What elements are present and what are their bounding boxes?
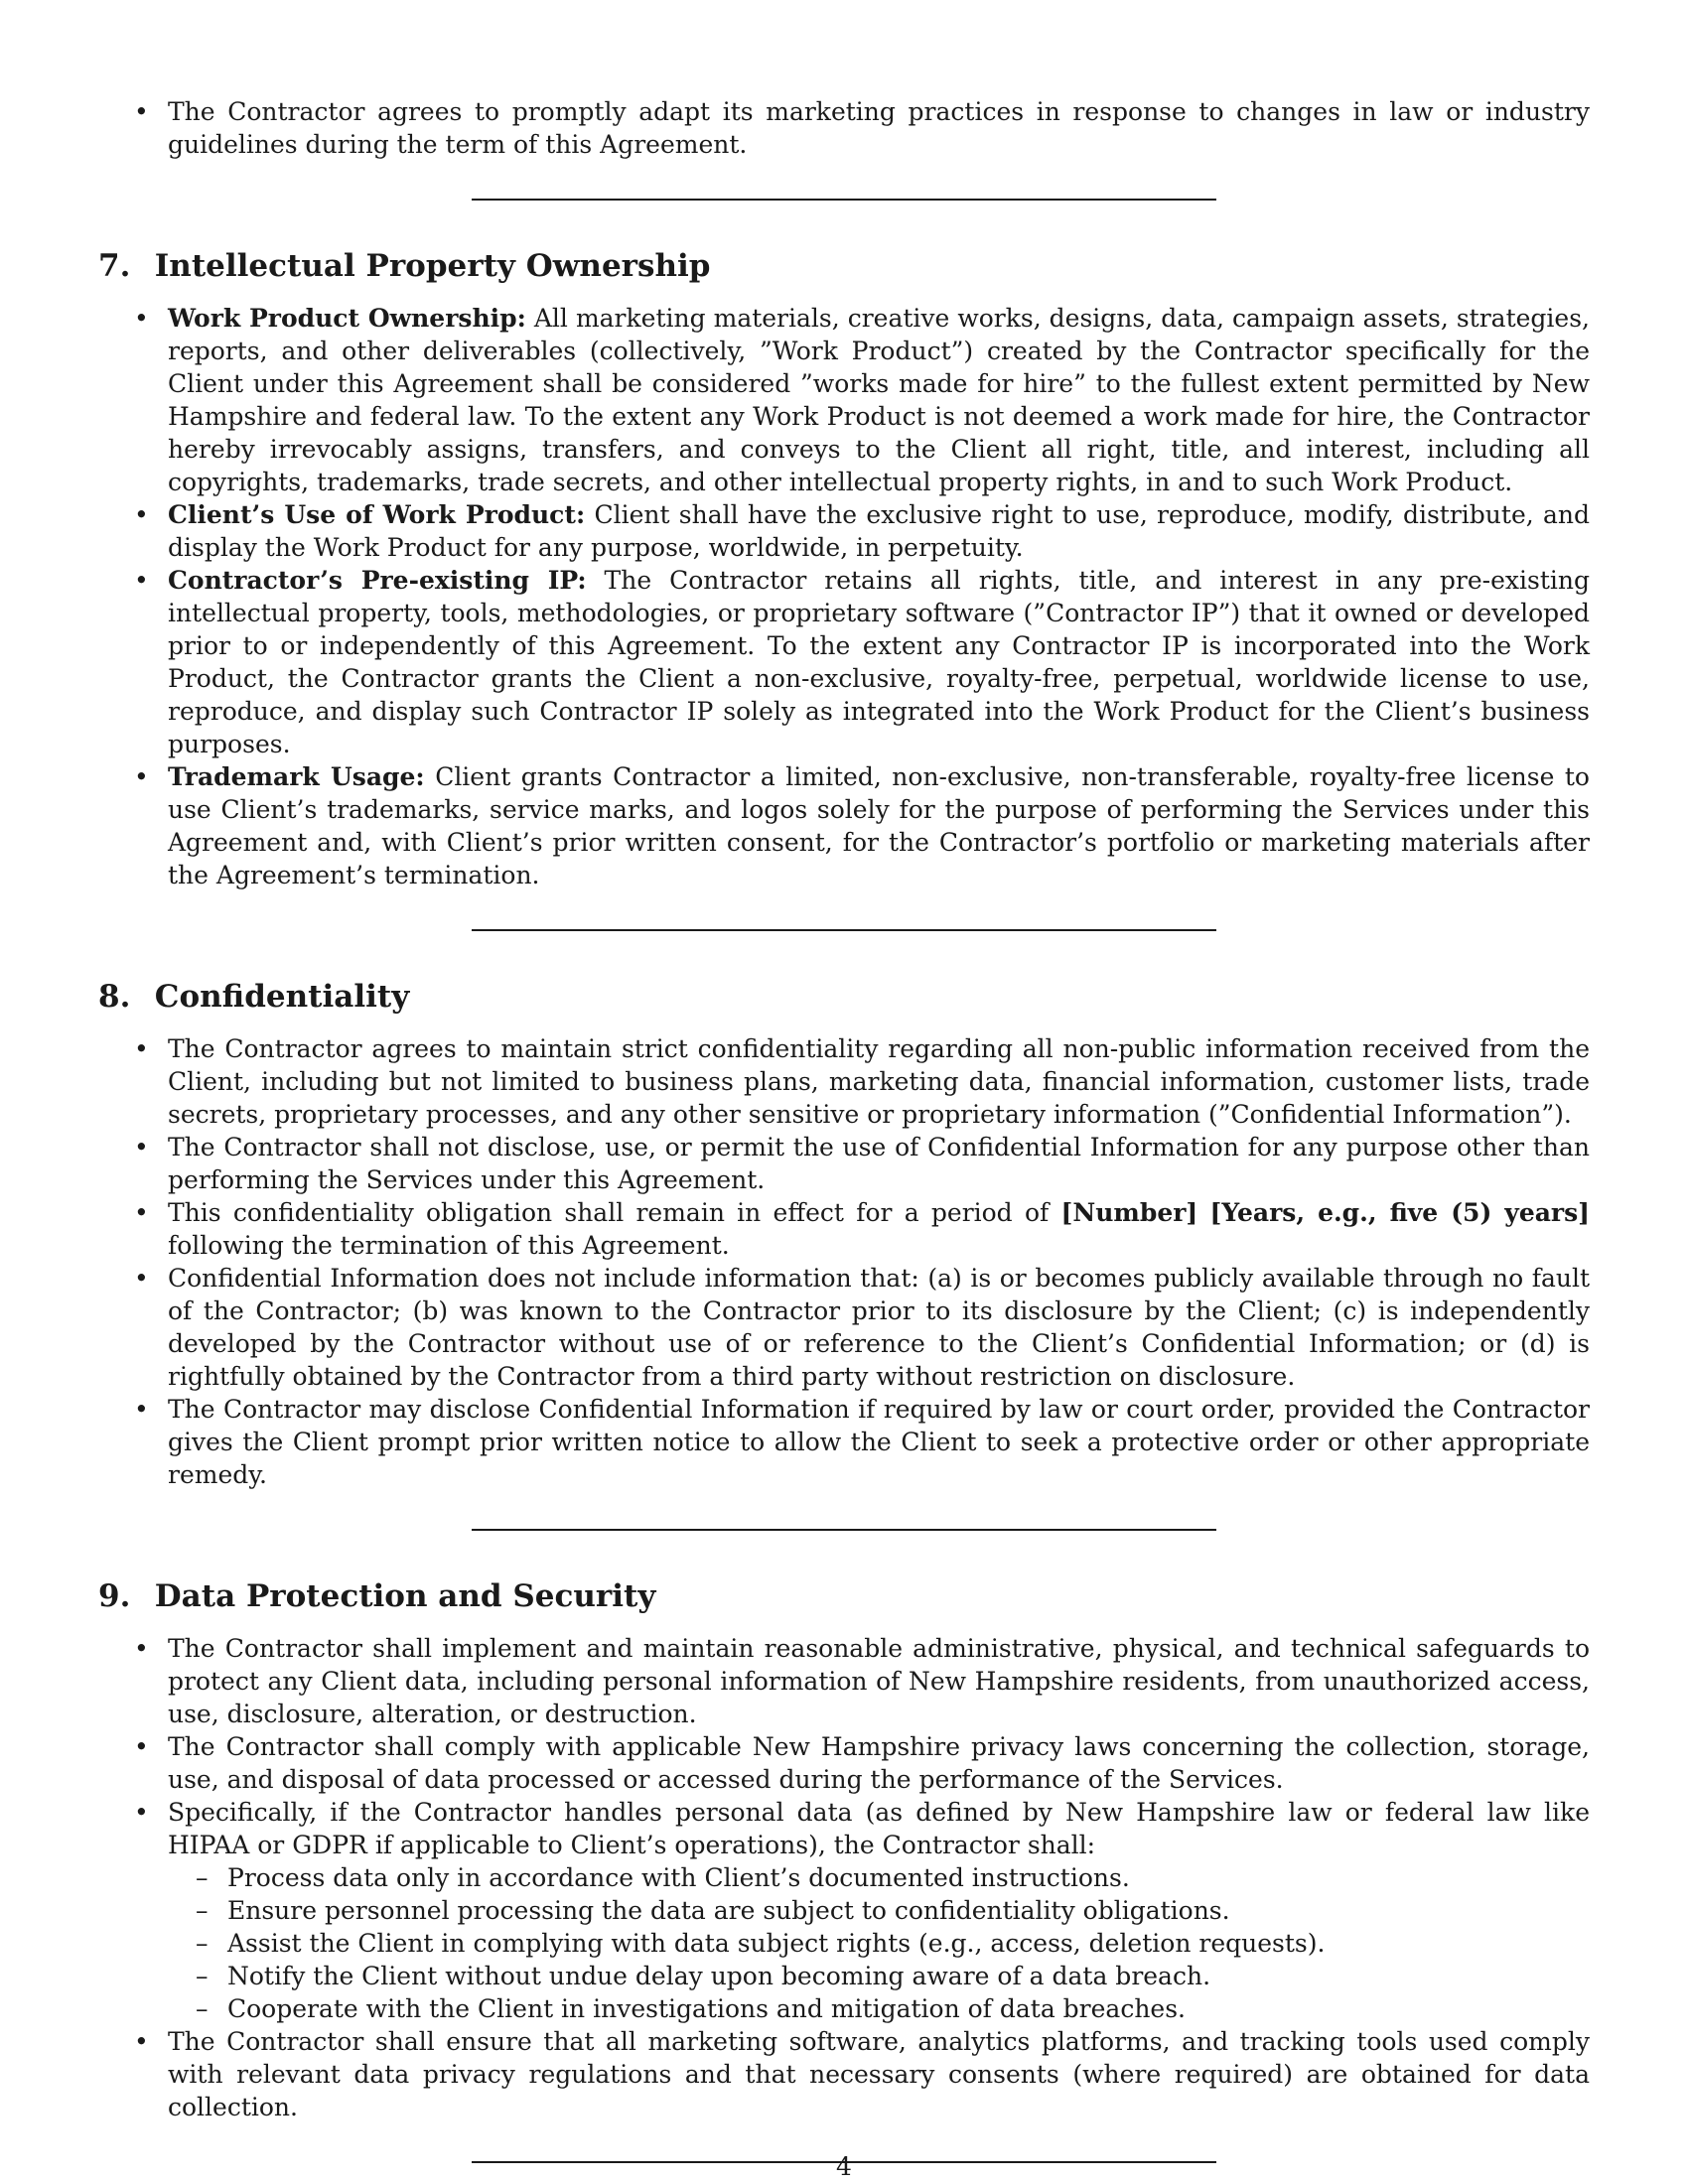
number-placeholder: [Number] <box>1060 1198 1198 1227</box>
list-item: • The Contractor agrees to promptly adapt its marketing practices in response to changes in law or industry guidelines during the term of this Agreement. <box>98 95 1590 161</box>
sub-list-item: – Notify the Client without undue delay upon becoming aware of a data breach. <box>168 1960 1590 1992</box>
section-title: Intellectual Property Ownership <box>154 248 711 284</box>
item-text: following the termination of this Agreement. <box>168 1231 730 1260</box>
item-label: Trademark Usage: <box>168 762 425 791</box>
sub-list-item: – Process data only in accordance with Client’s documented instructions. <box>168 1861 1590 1894</box>
list-item: • The Contractor shall implement and maintain reasonable administrative, physical, and technical safeguards to protect any Client data, including personal information of New Hampshire residents, from unauthorized access, use, disclosure, alteration, or destruction. <box>98 1632 1590 1730</box>
sub-list-item: – Assist the Client in complying with data subject rights (e.g., access, deletion requests). <box>168 1927 1590 1960</box>
item-text: The Contractor retains all rights, title, and interest in any pre-existing intellectual property, tools, methodologies, or proprietary software (”Contractor IP”) that it owned or developed prior to or independently of this Agreement. To the extent any Contractor IP is incorporated into the Work Product, the Contractor grants the Client a non-exclusive, royalty-free, perpetual, worldwide license to use, reproduce, and display such Contractor IP solely as integrated into the Work Product for the Client’s business purposes. <box>168 566 1590 758</box>
list-item: • The Contractor agrees to maintain strict confidentiality regarding all non-public information received from the Client, including but not limited to business plans, marketing data, financial information, customer lists, trade secrets, proprietary processes, and any other sensitive or proprietary information (”Confidential Information”). <box>98 1032 1590 1131</box>
list-item <box>98 1796 1590 2025</box>
section-number: 9. <box>98 1578 131 1614</box>
section-7-list <box>98 302 1590 891</box>
page-number: 4 <box>836 2152 852 2181</box>
list-item: • The Contractor shall ensure that all marketing software, analytics platforms, and tracking tools used comply with relevant data privacy regulations and that necessary consents (where required) are obtained for data collection. <box>98 2025 1590 2123</box>
section-9-list <box>98 1632 1590 2123</box>
list-item: • The Contractor shall not disclose, use, or permit the use of Confidential Information for any purpose other than performing the Services under this Agreement. <box>98 1131 1590 1196</box>
sub-list-item: – Cooperate with the Client in investigations and mitigation of data breaches. <box>168 1992 1590 2025</box>
item-text: This confidentiality obligation shall remain in effect for a period of <box>168 1198 1061 1227</box>
data-obligations-sublist <box>168 1861 1590 2025</box>
list-item <box>98 1196 1590 1262</box>
list-item <box>98 302 1590 498</box>
item-text: Client shall have the exclusive right to use, reproduce, modify, distribute, and display the Work Product for any purpose, worldwide, in perpetuity. <box>168 500 1590 562</box>
section-8-list <box>98 1032 1590 1491</box>
item-text: All marketing materials, creative works, designs, data, campaign assets, strategies, reports, and other deliverables (collectively, ”Work Product”) created by the Contractor specifically for the Client under this Agreement shall be considered ”works made for hire” to the fullest extent permitted by New Hampshire and federal law. To the extent any Work Product is not deemed a work made for hire, the Contractor hereby irrevocably assigns, transfers, and conveys to the Client all right, title, and interest, including all copyrights, trademarks, trade secrets, and other intellectual property rights, in and to such Work Product. <box>168 304 1590 496</box>
intro-bullet-list <box>98 95 1590 161</box>
list-item <box>98 564 1590 760</box>
section-number: 8. <box>98 979 131 1015</box>
section-divider <box>472 1529 1216 1531</box>
list-item <box>98 498 1590 564</box>
item-label: Work Product Ownership: <box>168 304 526 333</box>
section-title: Confidentiality <box>154 979 410 1015</box>
list-item: • Confidential Information does not include information that: (a) is or becomes publicly available through no fault of the Contractor; (b) was known to the Contractor prior to its disclosure by the Client; (c) is independently developed by the Contractor without use of or reference to the Client’s Confidential Information; or (d) is rightfully obtained by the Contractor from a third party without restriction on disclosure. <box>98 1262 1590 1393</box>
section-9-heading <box>98 1576 1590 1616</box>
section-divider <box>472 199 1216 201</box>
years-placeholder: [Years, e.g., five (5) years] <box>1209 1198 1590 1227</box>
item-label: Contractor’s Pre-existing IP: <box>168 566 587 595</box>
item-text: Client grants Contractor a limited, non-exclusive, non-transferable, royalty-free license to use Client’s trademarks, service marks, and logos solely for the purpose of performing the Services under this Agreement and, with Client’s prior written consent, for the Contractor’s portfolio or marketing materials after the Agreement’s termination. <box>168 762 1590 889</box>
list-item: • The Contractor shall comply with applicable New Hampshire privacy laws concerning the collection, storage, use, and disposal of data processed or accessed during the performance of the Services. <box>98 1730 1590 1796</box>
item-text: Specifically, if the Contractor handles personal data (as defined by New Hampshire law or federal law like HIPAA or GDPR if applicable to Client’s operations), the Contractor shall: <box>168 1798 1590 1859</box>
section-number: 7. <box>98 248 131 284</box>
section-7-heading <box>98 246 1590 286</box>
section-title: Data Protection and Security <box>154 1578 656 1614</box>
section-8-heading <box>98 977 1590 1017</box>
document-page <box>98 95 1590 2163</box>
sub-list-item: – Ensure personnel processing the data are subject to confidentiality obligations. <box>168 1894 1590 1927</box>
list-item <box>98 760 1590 891</box>
list-item: • The Contractor may disclose Confidential Information if required by law or court order, provided the Contractor gives the Client prompt prior written notice to allow the Client to seek a protective order or other appropriate remedy. <box>98 1393 1590 1491</box>
item-label: Client’s Use of Work Product: <box>168 500 586 529</box>
section-divider <box>472 929 1216 931</box>
